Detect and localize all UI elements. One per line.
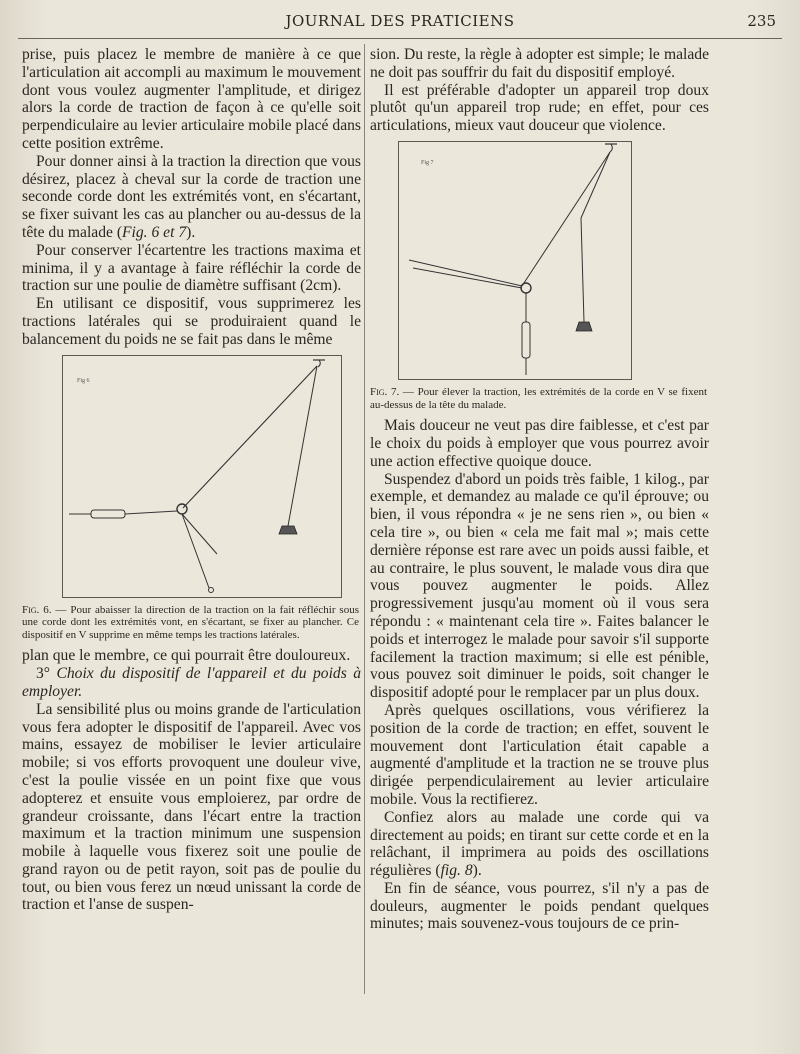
- figure-reference: fig. 8: [440, 862, 473, 880]
- right-paragraph-6-text: Confiez alors au malade une corde qui va directement au poids; en tirant sur cette corde et en la relâchant, il imprimera au poids des oscillations régulières (: [370, 808, 709, 880]
- figure-6-label: Fig 6: [77, 377, 90, 384]
- traction-rope: [183, 366, 317, 508]
- section-number: 3°: [36, 665, 57, 683]
- right-paragraph-6: [370, 809, 709, 880]
- left-paragraph-2-end: ).: [186, 223, 196, 241]
- ceiling-hook: [318, 360, 320, 367]
- traction-rope-lower: [413, 268, 522, 288]
- figure-7-frame: [398, 141, 632, 380]
- journal-title: JOURNAL DES PRATICIENS: [285, 12, 515, 30]
- figure-6-caption: [22, 604, 359, 642]
- right-column: [370, 46, 709, 933]
- weight: [576, 322, 592, 331]
- left-paragraph-3: Pour conserver l'écartentre les tractions maxima et minima, il y a avantage à faire réfléchir la corde de traction sur une poulie de diamètre suffisant (2cm).: [22, 241, 361, 295]
- v-rope-1: [182, 514, 209, 588]
- left-column: [22, 46, 361, 914]
- right-paragraph-3: Mais douceur ne veut pas dire faiblesse, et c'est par le choix du poids à employer que vous pourrez avoir une action effective quoique douce.: [370, 417, 709, 470]
- right-paragraph-5: Après quelques oscillations, vous vérifierez la position de la corde de traction; en effet, souvent le mouvement dont l'articulation était capable a augmenté d'amplitude et la traction ne se trouve plus dirigée perpendiculairement au levier articulaire mobile. Vous la rectifierez.: [370, 701, 709, 808]
- figure-6-frame: [62, 355, 342, 598]
- pulley: [177, 504, 187, 514]
- left-paragraph-5: plan que le membre, ce qui pourrait être douloureux.: [22, 647, 351, 665]
- header-rule: [18, 38, 782, 39]
- right-paragraph-7: En fin de séance, vous pourrez, s'il n'y a pas de douleurs, augmenter le poids pendant quelques minutes; mais souvenez-vous toujours de ce prin-: [370, 879, 709, 933]
- left-paragraph-2: [22, 153, 361, 242]
- figure-6-drawing: [63, 356, 341, 597]
- figure-7-drawing: [399, 142, 631, 379]
- figure-6: [22, 355, 361, 642]
- right-paragraph-2: Il est préférable d'adopter un appareil trop doux plutôt qu'un appareil trop rude; en effet, pour ces articulations, mieux vaut douceur que violence.: [370, 81, 709, 135]
- figure-7: [370, 141, 709, 411]
- section-heading: [22, 665, 361, 701]
- ceiling-hook: [610, 144, 612, 152]
- figure-6-caption-text: — Pour abaisser la direction de la traction on la fait réfléchir sous une corde dont les extrémités vont, en s'écartant, se fixer au plancher. Ce dispositif en V supprime en même temps les tractions latérales.: [22, 603, 359, 641]
- figure-6-number: Fig. 6.: [22, 603, 52, 616]
- traction-line-right: [125, 511, 177, 514]
- traction-rope-upper: [409, 260, 522, 286]
- section-title: Choix du dispositif de l'appareil et du poids à employer.: [22, 665, 361, 700]
- running-header: [18, 12, 782, 36]
- weight: [279, 526, 297, 534]
- figure-7-label: Fig 7: [421, 159, 434, 166]
- left-paragraph-1: prise, puis placez le membre de manière à ce que l'articulation ait accompli au maximum le mouvement dont vous voulez augmenter l'amplitude, et dirigez alors la corde de traction de façon à ce qu'elle soit perpendiculaire au levier articulaire mobile placé dans cette position extrême.: [22, 46, 361, 152]
- v-rope-2: [581, 152, 610, 218]
- v-rope-2: [182, 514, 217, 554]
- v-rope-1: [522, 152, 610, 286]
- right-paragraph-4: Suspendez d'abord un poids très faible, 1 kilog., par exemple, et demandez au malade ce qu'il éprouve; ou bien, il vous répondra « je ne sens rien », ou bien « cela tire », ou bien « cela me fait mal »; mais cette dernière réponse est rare avec un poids aussi faible, et au contraire, le plus souvent, le malade vous dira que vous pouvez augmenter le poids. Allez progressivement jusqu'au moment où il vous sera répondu : « maintenant cela tire ». Faites balancer le poids et interrogez le malade pour savoir s'il supporte facilement la traction maximum; si elle est pénible, vous pouvez soit diminuer le poids, soit changer le dispositif adopté pour le remplacer par un plus doux.: [370, 470, 709, 702]
- figure-reference: Fig. 6 et 7: [122, 223, 187, 241]
- right-paragraph-6-end: ).: [472, 862, 482, 880]
- left-paragraph-4: En utilisant ce dispositif, vous supprimerez les tractions latérales qui se produiraient quand le balancement du poids ne se fait pas dans le même: [22, 295, 361, 348]
- left-paragraph-2-text: Pour donner ainsi à la traction la direction que vous désirez, placez à cheval sur la corde de traction une seconde corde dont les extrémités vont, en s'écartant, se fixer suivant les cas au plancher ou au-dessus de la tête du malade (: [22, 152, 361, 241]
- page-number: 235: [747, 12, 776, 30]
- figure-7-number: Fig. 7.: [370, 385, 400, 398]
- floor-ring: [209, 587, 214, 592]
- spring-dynamometer: [91, 510, 125, 518]
- right-paragraph-1: sion. Du reste, la règle à adopter est simple; le malade ne doit pas souffrir du fait du dispositif employé.: [370, 46, 709, 81]
- weight-rope: [288, 366, 317, 526]
- column-separator: [364, 44, 365, 994]
- weight-rope: [581, 218, 584, 322]
- figure-7-caption: [370, 386, 707, 411]
- pulley: [521, 283, 531, 293]
- spring-dynamometer: [522, 322, 530, 358]
- figure-7-caption-text: — Pour élever la traction, les extrémités de la corde en V se fixent au-dessus de la tête du malade.: [370, 385, 708, 411]
- left-paragraph-6: La sensibilité plus ou moins grande de l'articulation vous fera adopter le dispositif de l'appareil. Avec vos mains, essayez de mobiliser le levier articulaire mobile; si vos efforts provoquent une douleur vive, c'est la poulie vissée en un point fixe que vous adopterez et ensuite vous emploierez, par ordre de grandeur croissante, dans l'écart entre la traction maximum et la traction minimum une suspension mobile à laquelle vous fixerez soit une poulie de grand rayon ou de petit rayon, soit pas de poulie du tout, ou bien vous ferez un nœud unissant la corde de traction et l'anse de suspen-: [22, 700, 361, 914]
